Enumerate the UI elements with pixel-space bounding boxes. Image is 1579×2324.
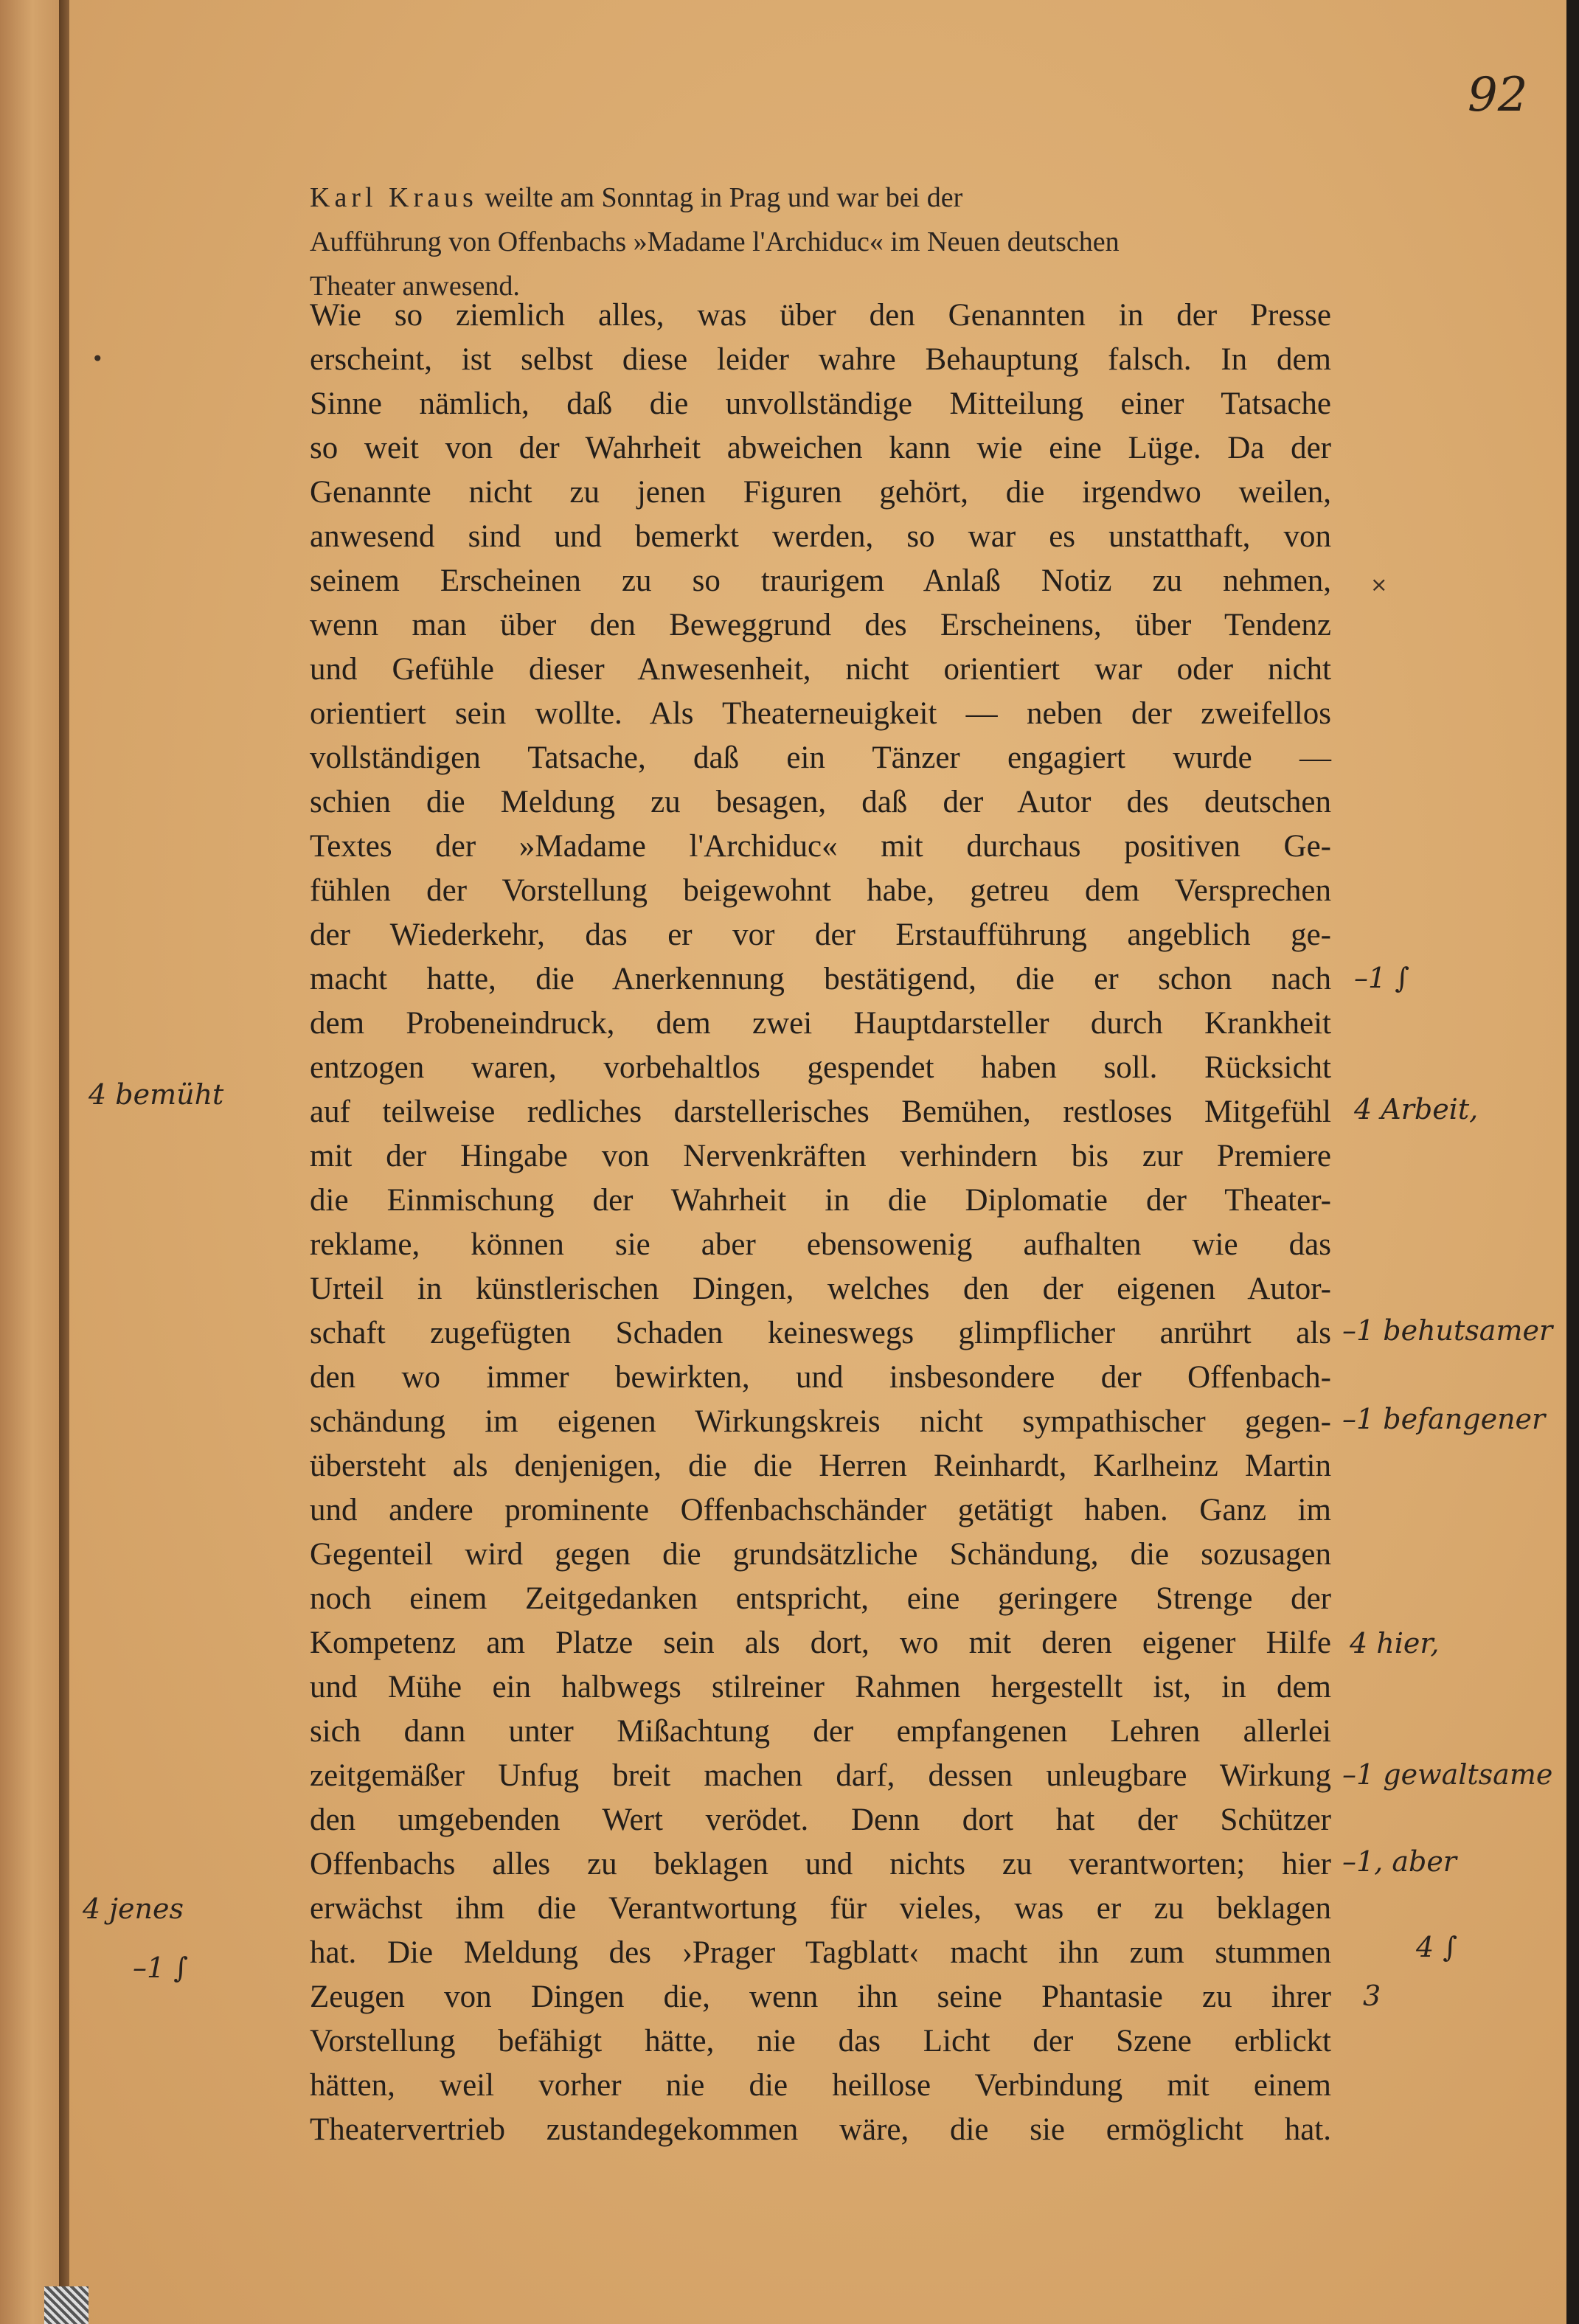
body-line: anwesend sind und bemerkt werden, so war es unstatthaft, von <box>310 519 1331 554</box>
stray-mark: • <box>91 347 104 371</box>
book-cloth-edge <box>44 2286 89 2324</box>
body-line: mit der Hingabe von Nervenkräften verhindern bis zur Premiere <box>310 1139 1331 1173</box>
body-line: erscheint, ist selbst diese leider wahre Behauptung falsch. In dem <box>310 342 1331 377</box>
margin-note-right: –1 behutsamer <box>1342 1314 1553 1347</box>
body-line: der Wiederkehr, das er vor der Erstaufführung angeblich ge- <box>310 918 1331 952</box>
body-line: auf teilweise redliches darstellerisches Bemühen, restloses Mitgefühl <box>310 1095 1331 1129</box>
body-line: zeitgemäßer Unfug breit machen darf, dessen unleugbare Wirkung <box>310 1758 1331 1793</box>
body-line: Textes der »Madame l'Archiduc« mit durchaus positiven Ge- <box>310 829 1331 864</box>
margin-note-right: 4 hier, <box>1350 1627 1440 1659</box>
body-line: schaft zugefügten Schaden keineswegs glimpflicher anrührt als <box>310 1316 1331 1350</box>
margin-note-left: 4 bemüht <box>89 1078 224 1111</box>
body-line: Zeugen von Dingen die, wenn ihn seine Phantasie zu ihrer <box>310 1980 1331 2014</box>
stray-mark: × <box>1370 572 1388 597</box>
body-line: Urteil in künstlerischen Dingen, welches den der eigenen Autor- <box>310 1272 1331 1306</box>
margin-note-right: 4 ∫ <box>1416 1931 1458 1963</box>
margin-note-right: –1 ∫ <box>1354 962 1410 994</box>
news-quote <box>310 176 1328 308</box>
body-line: orientiert sein wollte. Als Theaterneuigkeit — neben der zweifellos <box>310 696 1331 731</box>
body-line: so weit von der Wahrheit abweichen kann wie eine Lüge. Da der <box>310 431 1331 465</box>
body-line: entzogen waren, vorbehaltlos gespendet haben soll. Rücksicht <box>310 1050 1331 1085</box>
body-line: seinem Erscheinen zu so traurigem Anlaß Notiz zu nehmen, <box>310 563 1331 598</box>
body-line: und Mühe ein halbwegs stilreiner Rahmen hergestellt ist, in dem <box>310 1670 1331 1704</box>
margin-note-right: 4 Arbeit, <box>1354 1093 1479 1125</box>
quote-line: Theater anwesend. <box>310 271 520 302</box>
body-line: erwächst ihm die Verantwortung für vieles, was er zu beklagen <box>310 1891 1331 1926</box>
margin-note-left: –1 ∫ <box>133 1952 189 1984</box>
body-line: dem Probeneindruck, dem zwei Hauptdarsteller durch Krankheit <box>310 1006 1331 1041</box>
body-line: und Gefühle dieser Anwesenheit, nicht orientiert war oder nicht <box>310 652 1331 687</box>
margin-note-right: –1 gewaltsame <box>1342 1758 1553 1791</box>
body-line: übersteht als denjenigen, die die Herren Reinhardt, Karlheinz Martin <box>310 1449 1331 1483</box>
body-line: schien die Meldung zu besagen, daß der Autor des deutschen <box>310 785 1331 819</box>
body-line: schändung im eigenen Wirkungskreis nicht sympathischer gegen- <box>310 1404 1331 1439</box>
body-line: sich dann unter Mißachtung der empfangenen Lehren allerlei <box>310 1714 1331 1749</box>
adjacent-page-edge <box>0 0 59 2324</box>
body-line: reklame, können sie aber ebensowenig aufhalten wie das <box>310 1227 1331 1262</box>
book-gutter <box>59 0 69 2324</box>
body-text <box>310 294 1331 2152</box>
body-line: Theatervertrieb zustandegekommen wäre, die sie ermöglicht hat. <box>310 2112 1331 2147</box>
quote-line: weilte am Sonntag in Prag und war bei der <box>477 182 963 213</box>
body-line: fühlen der Vorstellung beigewohnt habe, getreu dem Versprechen <box>310 873 1331 908</box>
margin-note-right: 3 <box>1363 1980 1381 2012</box>
body-line: Offenbachs alles zu beklagen und nichts zu verantworten; hier <box>310 1847 1331 1881</box>
margin-note-right: –1 befangener <box>1342 1403 1546 1435</box>
quote-line: Aufführung von Offenbachs »Madame l'Archiduc« im Neuen deutschen <box>310 226 1120 257</box>
body-line: Gegenteil wird gegen die grundsätzliche Schändung, die sozusagen <box>310 1537 1331 1572</box>
margin-note-left: 4 jenes <box>83 1893 184 1925</box>
body-line: Vorstellung befähigt hätte, nie das Licht der Szene erblickt <box>310 2024 1331 2058</box>
body-line: Wie so ziemlich alles, was über den Genannten in der Presse <box>310 298 1331 333</box>
body-line: den umgebenden Wert verödet. Denn dort hat der Schützer <box>310 1803 1331 1837</box>
page-number: 92 <box>1468 68 1528 122</box>
margin-note-right: –1, aber <box>1342 1845 1457 1878</box>
body-line: macht hatte, die Anerkennung bestätigend, die er schon nach <box>310 962 1331 996</box>
body-line: hätten, weil vorher nie die heillose Verbindung mit einem <box>310 2068 1331 2103</box>
body-line: und andere prominente Offenbachschänder getätigt haben. Ganz im <box>310 1493 1331 1527</box>
body-line: wenn man über den Beweggrund des Erscheinens, über Tendenz <box>310 608 1331 642</box>
body-line: den wo immer bewirkten, und insbesondere der Offenbach- <box>310 1360 1331 1395</box>
quote-name: Karl Kraus <box>310 182 478 213</box>
body-line: die Einmischung der Wahrheit in die Diplomatie der Theater- <box>310 1183 1331 1218</box>
body-line: noch einem Zeitgedanken entspricht, eine geringere Strenge der <box>310 1581 1331 1616</box>
body-line: hat. Die Meldung des ›Prager Tagblatt‹ macht ihn zum stummen <box>310 1935 1331 1970</box>
body-line: Sinne nämlich, daß die unvollständige Mitteilung einer Tatsache <box>310 386 1331 421</box>
body-line: Kompetenz am Platze sein als dort, wo mit deren eigener Hilfe <box>310 1626 1331 1660</box>
scan-border <box>1566 0 1579 2324</box>
body-line: Genannte nicht zu jenen Figuren gehört, die irgendwo weilen, <box>310 475 1331 510</box>
body-line: vollständigen Tatsache, daß ein Tänzer engagiert wurde — <box>310 740 1331 775</box>
